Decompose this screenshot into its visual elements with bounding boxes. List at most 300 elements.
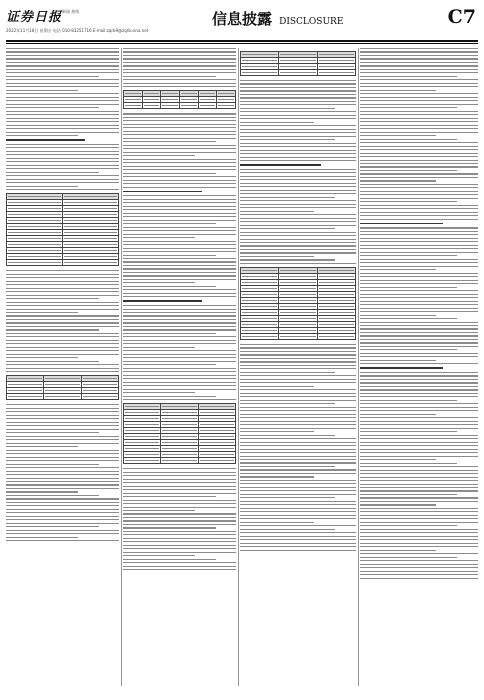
text-line <box>123 357 236 358</box>
text-line <box>123 319 236 320</box>
text-line <box>360 100 478 101</box>
text-line <box>360 494 457 495</box>
text-line <box>123 493 236 494</box>
text-line <box>123 138 236 139</box>
text-line <box>360 76 457 77</box>
text-line <box>6 436 119 437</box>
text-line <box>240 469 356 470</box>
text-line <box>123 69 236 70</box>
table-cell <box>142 103 161 109</box>
text-line <box>360 58 478 59</box>
table-cell <box>161 103 180 109</box>
text-line <box>240 407 356 408</box>
text-line <box>6 537 78 538</box>
text-line <box>240 245 356 246</box>
text-line <box>360 393 478 394</box>
text-line <box>6 471 119 472</box>
table-cell <box>217 103 236 109</box>
text-line <box>240 344 356 345</box>
text-line <box>123 272 236 273</box>
text-line <box>360 191 478 192</box>
text-line <box>360 238 478 239</box>
text-line <box>360 132 478 133</box>
text-line <box>6 491 78 492</box>
text-line <box>240 389 356 390</box>
text-line <box>360 153 478 154</box>
text-line <box>240 543 356 544</box>
text-line <box>6 326 119 327</box>
text-line <box>240 424 356 425</box>
text-line <box>6 305 119 306</box>
text-line <box>240 487 356 488</box>
text-line <box>123 559 216 560</box>
text-line <box>6 79 119 80</box>
text-line <box>360 318 457 319</box>
text-line <box>6 62 119 63</box>
text-line <box>360 332 478 333</box>
text-line <box>123 315 236 316</box>
text-line <box>240 546 356 547</box>
text-line <box>360 407 478 408</box>
text-line <box>240 97 356 98</box>
text-line <box>123 378 236 379</box>
text-line <box>360 187 478 188</box>
text-line <box>6 333 119 334</box>
table-cell <box>44 394 81 400</box>
text-line <box>123 124 236 125</box>
text-line <box>240 382 356 383</box>
text-line <box>240 483 356 484</box>
text-line <box>360 69 478 70</box>
text-line <box>6 450 119 451</box>
text-line <box>6 429 119 430</box>
text-line <box>123 213 236 214</box>
body-text <box>360 48 478 579</box>
text-line <box>123 155 195 156</box>
text-line <box>360 463 457 464</box>
text-line <box>240 532 356 533</box>
section-title <box>212 8 343 29</box>
text-line <box>123 120 236 121</box>
text-line <box>240 393 356 394</box>
table-row <box>7 260 119 266</box>
text-line <box>360 567 478 568</box>
text-line <box>6 364 119 365</box>
heading-line <box>360 367 443 369</box>
text-line <box>6 51 119 52</box>
text-line <box>240 122 314 123</box>
text-line <box>6 147 119 148</box>
text-line <box>360 372 478 373</box>
text-line <box>360 198 478 199</box>
text-line <box>6 533 119 534</box>
text-line <box>123 354 236 355</box>
text-line <box>123 392 195 393</box>
text-line <box>240 129 356 130</box>
text-line <box>123 329 236 330</box>
text-line <box>360 276 478 277</box>
text-line <box>6 361 99 362</box>
text-line <box>123 552 236 553</box>
text-line <box>6 457 119 458</box>
text-line <box>6 446 78 447</box>
text-line <box>240 358 356 359</box>
text-line <box>6 121 119 122</box>
text-line <box>360 490 478 491</box>
text-line <box>360 342 478 343</box>
text-line <box>123 482 236 483</box>
issue-type: 新闻 热线 <box>62 9 80 14</box>
text-line <box>360 470 478 471</box>
table-cell <box>279 70 317 76</box>
text-line <box>6 357 78 358</box>
text-line <box>360 315 436 316</box>
text-line <box>6 530 119 531</box>
body-text <box>240 51 356 551</box>
text-line <box>240 522 314 523</box>
text-line <box>360 501 478 502</box>
text-line <box>6 168 119 169</box>
text-line <box>123 117 236 118</box>
text-line <box>360 518 478 519</box>
text-line <box>240 473 356 474</box>
text-line <box>360 564 478 565</box>
masthead <box>6 6 478 40</box>
text-line <box>6 368 119 369</box>
text-line <box>360 438 478 439</box>
text-line <box>6 350 119 351</box>
text-column-2 <box>123 48 236 686</box>
text-line <box>240 351 356 352</box>
text-line <box>240 218 356 219</box>
text-line <box>123 237 195 238</box>
text-line <box>123 141 216 142</box>
text-line <box>360 571 478 572</box>
text-line <box>123 209 236 210</box>
text-line <box>360 536 478 537</box>
text-line <box>360 445 478 446</box>
text-line <box>360 79 478 80</box>
text-line <box>123 223 216 224</box>
text-line <box>123 489 236 490</box>
text-line <box>6 340 119 341</box>
text-line <box>360 294 478 295</box>
text-line <box>6 111 119 112</box>
text-line <box>240 375 356 376</box>
text-line <box>6 329 99 330</box>
text-line <box>240 368 356 369</box>
table-cell <box>7 260 63 266</box>
text-line <box>240 108 335 109</box>
text-line <box>360 83 478 84</box>
body-text <box>123 48 236 570</box>
text-line <box>6 154 119 155</box>
text-line <box>6 132 119 133</box>
text-column-3 <box>240 48 356 686</box>
text-line <box>360 557 457 558</box>
text-line <box>240 211 314 212</box>
text-line <box>123 562 236 563</box>
text-line <box>360 93 478 94</box>
text-line <box>123 538 236 539</box>
text-line <box>360 339 478 340</box>
text-line <box>360 219 478 220</box>
text-line <box>360 163 478 164</box>
text-line <box>123 169 236 170</box>
text-line <box>360 51 478 52</box>
text-line <box>123 76 216 77</box>
text-line <box>360 170 457 171</box>
text-line <box>240 417 356 418</box>
text-line <box>123 241 236 242</box>
text-line <box>123 65 236 66</box>
text-line <box>360 417 478 418</box>
text-line <box>360 65 478 66</box>
text-line <box>240 490 356 491</box>
newspaper-logo: 证券日报 <box>6 10 63 25</box>
column-divider <box>121 48 122 686</box>
text-line <box>240 365 356 366</box>
text-line <box>123 127 236 128</box>
text-line <box>6 540 119 541</box>
text-line <box>6 76 99 77</box>
text-line <box>240 410 356 411</box>
text-line <box>123 152 236 153</box>
text-line <box>6 432 99 433</box>
text-line <box>6 498 119 499</box>
text-line <box>123 472 236 473</box>
text-line <box>360 543 478 544</box>
text-line <box>240 508 356 509</box>
text-line <box>6 467 119 468</box>
text-line <box>6 65 119 66</box>
data-table <box>240 267 356 340</box>
text-line <box>123 531 236 532</box>
text-line <box>6 97 119 98</box>
text-line <box>360 114 478 115</box>
text-line <box>240 263 356 264</box>
text-line <box>6 315 119 316</box>
text-line <box>123 145 236 146</box>
text-line <box>240 83 356 84</box>
text-line <box>240 431 314 432</box>
text-line <box>360 322 478 323</box>
text-line <box>240 456 356 457</box>
data-table <box>6 375 119 400</box>
text-line <box>123 534 236 535</box>
text-line <box>240 94 356 95</box>
text-line <box>360 287 457 288</box>
text-line <box>123 347 195 348</box>
text-line <box>6 336 119 337</box>
text-line <box>360 215 478 216</box>
text-line <box>123 343 236 344</box>
text-line <box>123 569 236 570</box>
text-line <box>360 111 478 112</box>
table-row <box>241 70 356 76</box>
text-line <box>360 104 478 105</box>
text-line <box>360 297 478 298</box>
text-line <box>240 518 356 519</box>
text-line <box>240 459 356 460</box>
text-line <box>240 235 356 236</box>
text-line <box>6 495 99 496</box>
text-line <box>240 143 356 144</box>
text-line <box>123 555 195 556</box>
text-line <box>6 288 119 289</box>
text-line <box>6 274 119 275</box>
text-line <box>360 410 478 411</box>
table-cell <box>317 70 355 76</box>
text-line <box>123 289 236 290</box>
text-line <box>123 255 216 256</box>
text-line <box>240 536 356 537</box>
text-line <box>360 184 478 185</box>
text-line <box>123 524 236 525</box>
text-line <box>123 500 236 501</box>
text-line <box>360 375 478 376</box>
text-line <box>360 553 478 554</box>
text-line <box>240 525 356 526</box>
text-line <box>360 379 478 380</box>
text-line <box>360 560 478 561</box>
text-line <box>6 93 119 94</box>
table-row <box>7 394 119 400</box>
text-line <box>240 354 356 355</box>
text-line <box>360 259 478 260</box>
page-code: C7 <box>447 6 476 28</box>
text-line <box>240 400 356 401</box>
text-line <box>6 418 119 419</box>
masthead-rule <box>6 40 478 42</box>
text-line <box>360 107 457 108</box>
text-line <box>6 516 119 517</box>
text-line <box>360 201 457 202</box>
text-line <box>240 462 356 463</box>
text-line <box>240 452 356 453</box>
text-line <box>6 460 119 461</box>
text-line <box>360 301 478 302</box>
text-line <box>6 295 119 296</box>
text-line <box>360 245 478 246</box>
text-line <box>240 118 356 119</box>
text-line <box>6 443 119 444</box>
text-line <box>123 148 236 149</box>
text-line <box>6 158 119 159</box>
table-cell <box>179 103 198 109</box>
text-line <box>123 199 236 200</box>
text-line <box>240 87 356 88</box>
text-line <box>6 182 119 183</box>
text-line <box>240 193 356 194</box>
text-line <box>6 354 119 355</box>
text-line <box>360 72 478 73</box>
text-line <box>360 360 436 361</box>
section-title-en: DISCLOSURE <box>279 17 344 27</box>
text-line <box>123 520 236 521</box>
text-line <box>6 114 119 115</box>
text-line <box>123 51 236 52</box>
text-line <box>6 291 119 292</box>
text-line <box>360 156 478 157</box>
text-line <box>360 227 478 228</box>
text-line <box>240 160 356 161</box>
text-line <box>360 400 457 401</box>
dateline: 2022年11月18日 星期五 电话 010-83251716 E-mail:zqrb9@zqrb.sina.net <box>6 28 149 33</box>
text-line <box>240 104 356 105</box>
text-line <box>360 382 478 383</box>
text-line <box>240 249 356 250</box>
text-line <box>360 48 478 49</box>
heading-line <box>123 300 202 302</box>
text-line <box>360 269 436 270</box>
text-line <box>123 468 236 469</box>
text-line <box>6 512 119 513</box>
table-cell <box>124 103 143 109</box>
text-line <box>123 503 236 504</box>
text-line <box>360 511 478 512</box>
text-line <box>360 574 478 575</box>
table-cell <box>7 394 44 400</box>
text-line <box>360 290 478 291</box>
table-cell <box>317 334 355 340</box>
text-line <box>240 466 335 467</box>
text-line <box>360 283 478 284</box>
text-line <box>360 389 478 390</box>
text-line <box>123 513 236 514</box>
text-line <box>123 385 236 386</box>
text-line <box>6 415 119 416</box>
text-line <box>240 221 356 222</box>
text-line <box>123 396 216 397</box>
text-line <box>123 202 236 203</box>
text-line <box>240 169 356 170</box>
text-line <box>123 187 236 188</box>
text-line <box>360 177 478 178</box>
heading-line <box>6 139 85 141</box>
text-line <box>6 281 119 282</box>
table-cell <box>81 394 118 400</box>
text-line <box>6 118 119 119</box>
table-cell <box>198 103 217 109</box>
text-line <box>360 62 478 63</box>
text-line <box>360 515 478 516</box>
text-line <box>6 319 119 320</box>
text-line <box>360 139 457 140</box>
text-line <box>360 525 457 526</box>
text-line <box>360 386 478 387</box>
text-line <box>6 72 119 73</box>
table-row <box>124 458 236 464</box>
column-divider <box>358 48 359 686</box>
text-line <box>123 83 236 84</box>
text-line <box>123 113 236 114</box>
text-line <box>360 55 478 56</box>
text-line <box>240 132 356 133</box>
text-line <box>360 166 478 167</box>
text-line <box>6 135 78 136</box>
text-line <box>360 255 457 256</box>
text-line <box>240 252 356 253</box>
text-line <box>240 242 356 243</box>
text-line <box>360 487 478 488</box>
text-line <box>6 488 119 489</box>
text-line <box>360 173 478 174</box>
text-line <box>360 349 457 350</box>
text-line <box>123 368 236 369</box>
text-line <box>6 309 119 310</box>
text-line <box>123 361 236 362</box>
